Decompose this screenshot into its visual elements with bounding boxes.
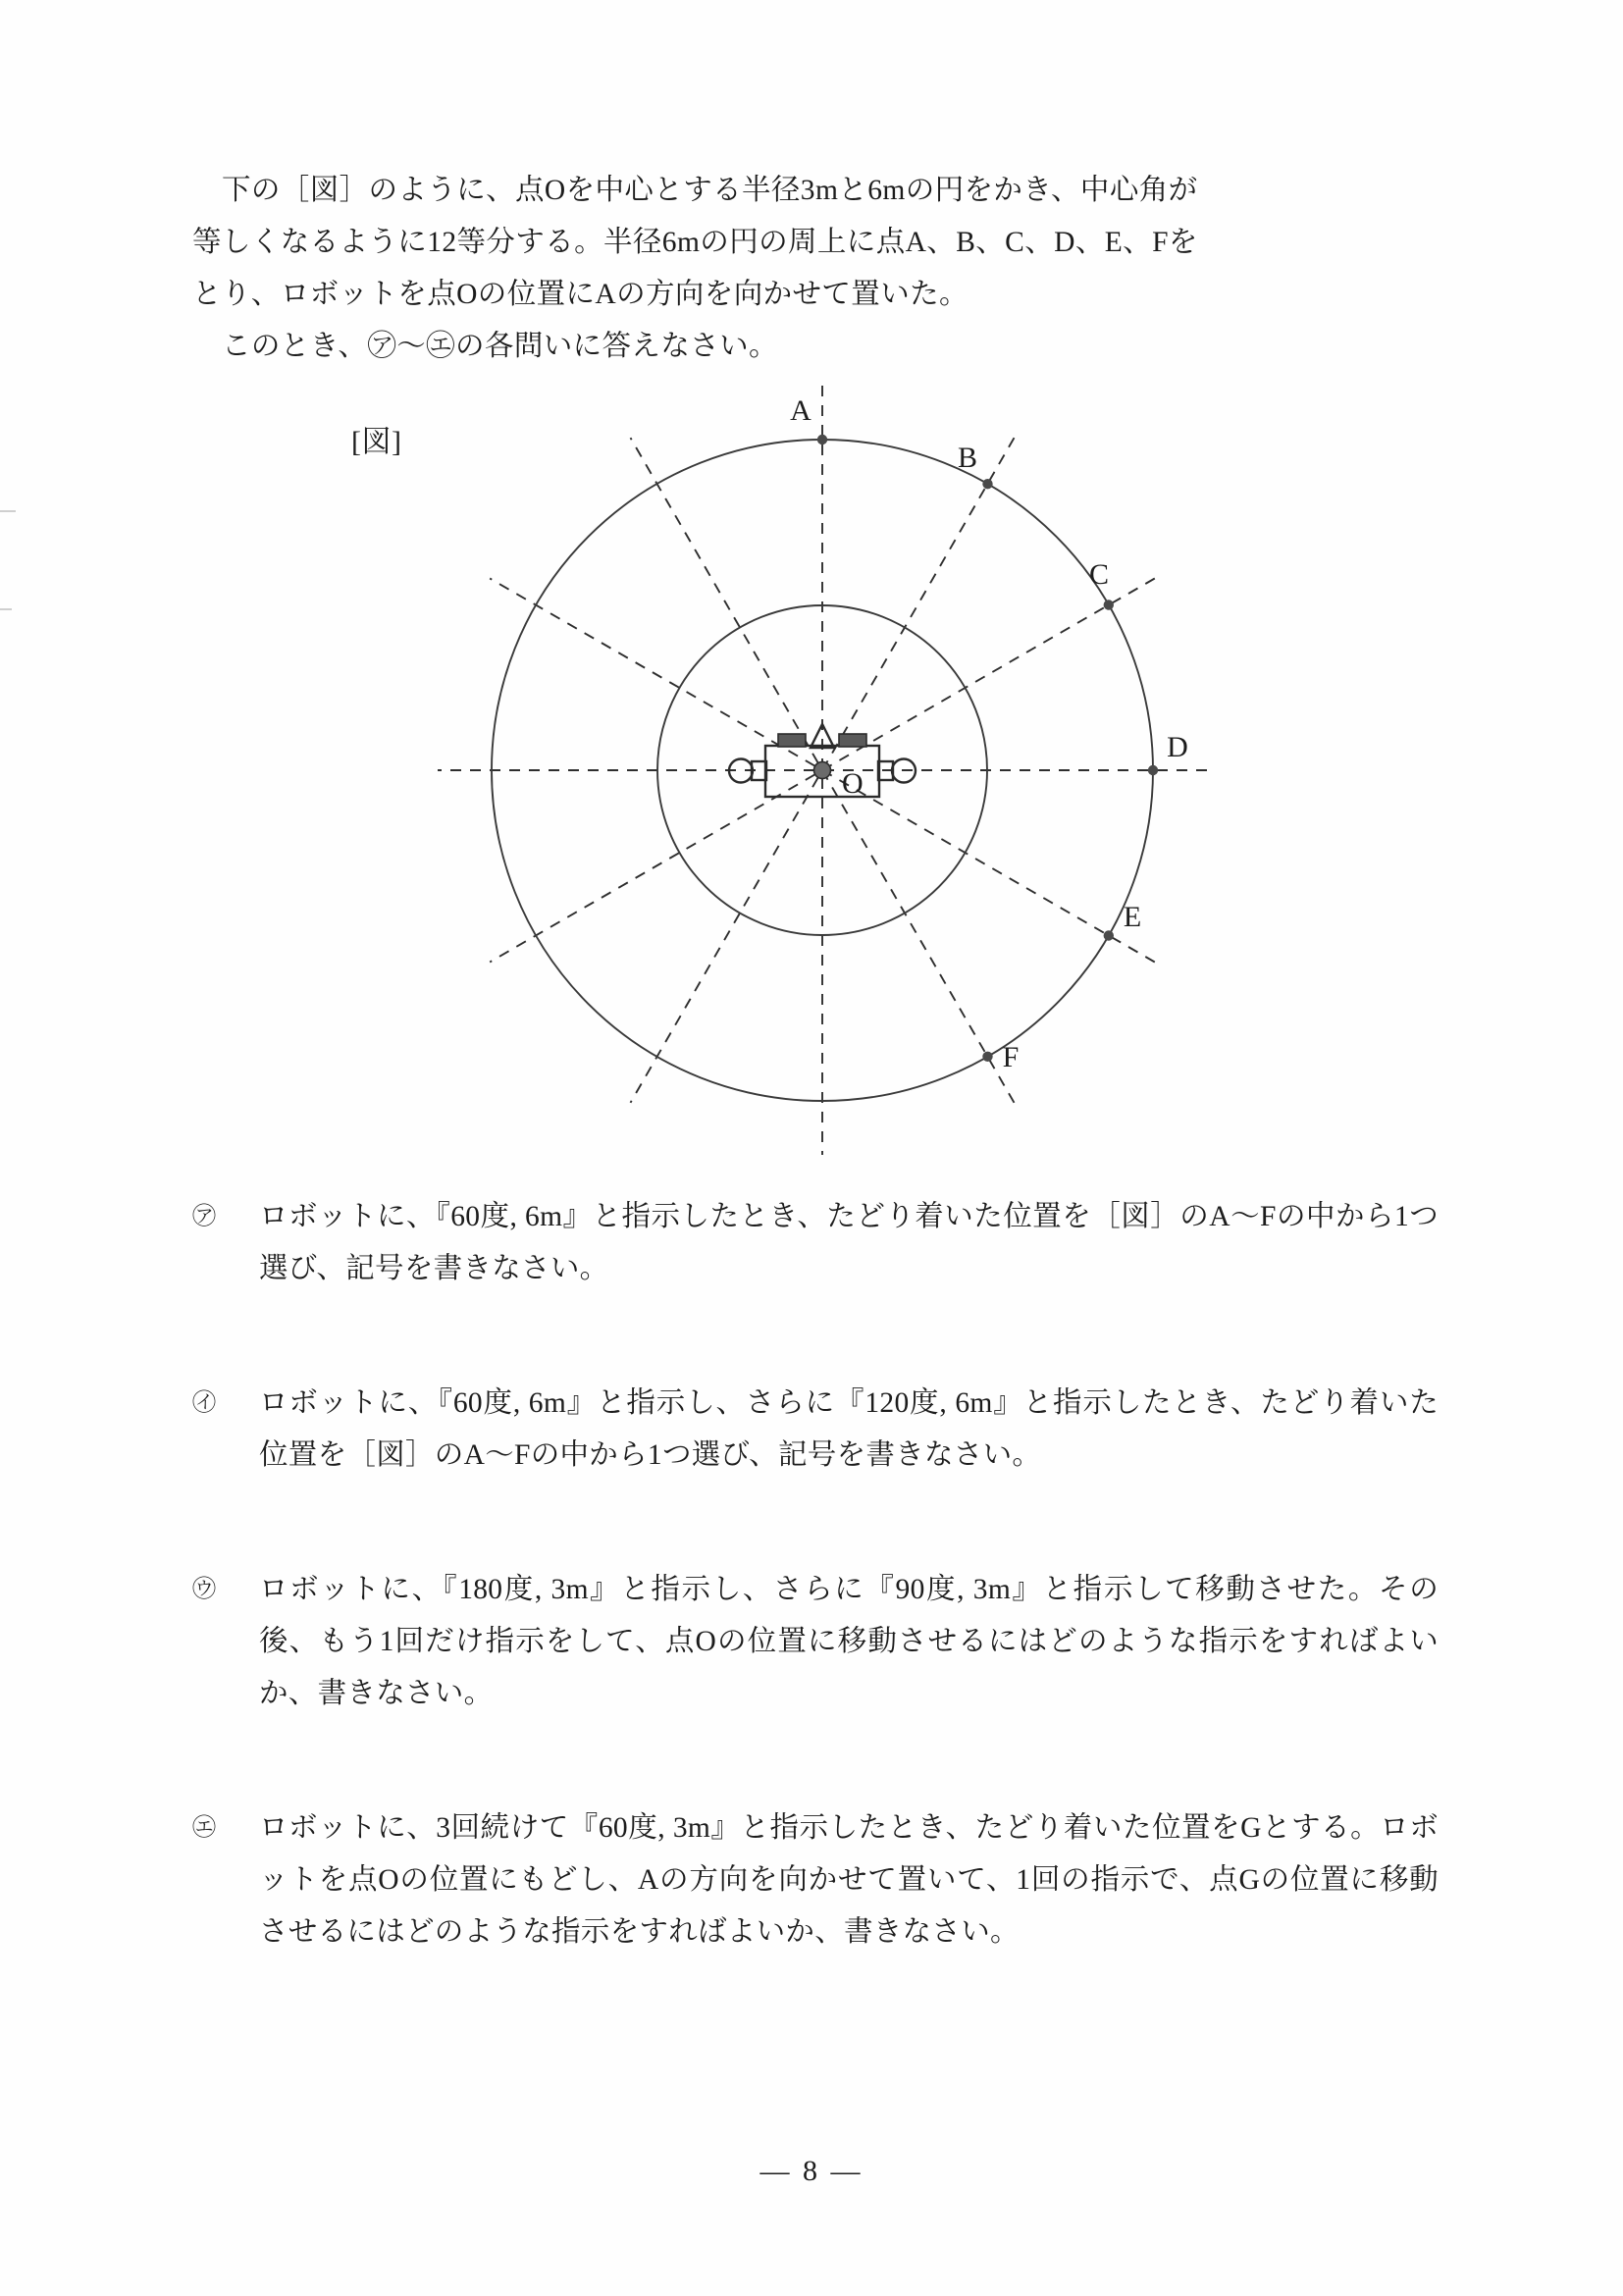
point-F-dot — [982, 1052, 992, 1062]
question-marker: ㋐ — [192, 1204, 217, 1229]
intro-line-2 — [192, 217, 1439, 269]
circle-diagram — [422, 383, 1227, 1158]
point-B-label: B — [957, 442, 978, 474]
intro-line-1-text: 下の［図］のように、点Oを中心とする半径3mと6mの円をかき、中心角が — [222, 175, 1198, 206]
intro-line-3-text: とり、ロボットを点Oの位置にAの方向を向かせて置いた。 — [192, 279, 969, 310]
point-A-label: A — [790, 394, 812, 427]
robot-center-hub — [814, 762, 831, 779]
scan-edge-mark — [0, 608, 12, 610]
center-point-label: O — [842, 767, 864, 800]
question-text: ロボットに、『60度, 6m』と指示し、さらに『120度, 6m』と指示したとき、たどり着いた位置を［図］のA～Fの中から1つ選び、記号を書きなさい。 — [259, 1387, 1439, 1471]
intro-line-4-text: このとき、㋐～㋓の各問いに答えなさい。 — [222, 331, 778, 362]
point-E-dot — [1104, 930, 1114, 940]
intro-line-4 — [192, 321, 1439, 373]
robot-icon — [729, 724, 916, 797]
point-B-dot — [982, 479, 992, 489]
intro-text — [192, 165, 1439, 373]
intro-line-2-text: 等しくなるように12等分する。半径6mの円の周上に点A、B、C、D、E、Fを — [192, 227, 1198, 258]
point-F-label: F — [1002, 1041, 1020, 1073]
scan-edge-mark — [0, 510, 16, 512]
circle-points — [790, 394, 1188, 1073]
intro-line-3 — [192, 269, 1439, 321]
question-item — [192, 1802, 1439, 1958]
point-E-label: E — [1123, 901, 1142, 933]
figure-label: [図] — [351, 426, 402, 458]
question-list — [192, 1191, 1439, 1958]
question-marker: ㋓ — [192, 1815, 217, 1841]
robot-sensor-left — [778, 734, 806, 747]
question-text: ロボットに、『60度, 6m』と指示したとき、たどり着いた位置を［図］のA～Fの中から1つ選び、記号を書きなさい。 — [259, 1201, 1439, 1284]
point-D-label: D — [1167, 731, 1188, 763]
division-lines — [438, 386, 1207, 1155]
point-C-label: C — [1088, 558, 1110, 591]
robot-heading-marker — [811, 724, 834, 748]
point-D-dot — [1148, 765, 1158, 775]
robot-sensor-right — [839, 734, 866, 747]
point-C-dot — [1104, 600, 1114, 609]
question-text: ロボットに、『180度, 3m』と指示し、さらに『90度, 3m』と指示して移動させた。その後、もう1回だけ指示をして、点Oの位置に移動させるにはどのような指示をすればよいか、書きなさい。 — [259, 1574, 1439, 1709]
question-text: ロボットに、3回続けて『60度, 3m』と指示したとき、たどり着いた位置をGとする。ロボットを点Oの位置にもどし、Aの方向を向かせて置いて、1回の指示で、点Gの位置に移動させるにはどのような指示をすればよいか、書きなさい。 — [259, 1812, 1439, 1948]
question-item — [192, 1564, 1439, 1720]
outer-circle-6m — [492, 440, 1153, 1101]
question-item — [192, 1378, 1439, 1482]
question-item — [192, 1191, 1439, 1295]
point-A-dot — [817, 435, 827, 444]
question-marker: ㋒ — [192, 1577, 217, 1602]
inner-circle-3m — [657, 605, 987, 935]
question-marker: ㋑ — [192, 1390, 217, 1416]
page-number: — 8 — — [759, 2155, 864, 2187]
intro-line-1 — [192, 165, 1439, 217]
